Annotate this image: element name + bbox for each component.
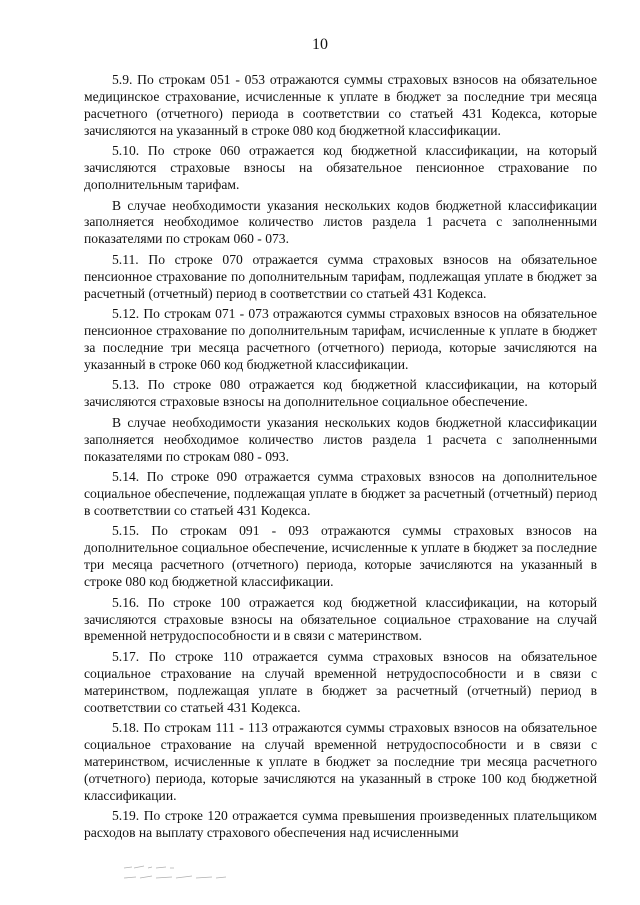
paragraph-5-19: 5.19. По строке 120 отражается сумма превышения произведенных плательщиком расходов на выплату страхового обеспечения над исчисленными [84, 808, 597, 841]
paragraph-5-11: 5.11. По строке 070 отражается сумма страховых взносов на обязательное пенсионное страхование по дополнительным тарифам, подлежащая уплате в бюджет за расчетный (отчетный) период в соответствии со статьей 431 Кодекса. [84, 251, 597, 301]
paragraph-5-17: 5.17. По строке 110 отражается сумма страховых взносов на обязательное социальное страхование на случай временной нетрудоспособности и в связи с материнством, подлежащая уплате в бюджет за расчетный (отчетный) период в соответствии со статьей 431 Кодекса. [84, 648, 597, 715]
registration-stamp-mark [92, 862, 292, 884]
paragraph-5-13: 5.13. По строке 080 отражается код бюджетной классификации, на который зачисляются страховые взносы на дополнительное социальное обеспечение. [84, 377, 597, 410]
page-number: 10 [312, 36, 328, 53]
paragraph-5-10-note: В случае необходимости указания нескольких кодов бюджетной классификации заполняется необходимое количество листов раздела 1 расчета с заполненными показателями по строкам 060 - 073. [84, 197, 597, 247]
paragraph-5-15: 5.15. По строкам 091 - 093 отражаются суммы страховых взносов на дополнительное социальное обеспечение, исчисленные к уплате в бюджет за последние три месяца расчетного (отчетного) периода, которые зачисляются на указанный в строке 080 код бюджетной классификации. [84, 523, 597, 590]
paragraph-5-16: 5.16. По строке 100 отражается код бюджетной классификации, на который зачисляются страховые взносы на обязательное социальное страхование на случай временной нетрудоспособности и в связи с материнством. [84, 594, 597, 644]
document-body [84, 72, 597, 846]
paragraph-5-12: 5.12. По строкам 071 - 073 отражаются суммы страховых взносов на обязательное пенсионное страхование по дополнительным тарифам, исчисленные к уплате в бюджет за последние три месяца расчетного (отчетного) периода, которые зачисляются на указанный в строке 060 код бюджетной классификации. [84, 306, 597, 372]
paragraph-5-13-note: В случае необходимости указания нескольких кодов бюджетной классификации заполняется необходимое количество листов раздела 1 расчета с заполненными показателями по строкам 080 - 093. [84, 414, 597, 464]
paragraph-5-18: 5.18. По строкам 111 - 113 отражаются суммы страховых взносов на обязательное социальное страхование на случай временной нетрудоспособности и в связи с материнством, исчисленные к уплате в бюджет за последние три месяца расчетного (отчетного) периода, которые зачисляются на указанный в строке 100 код бюджетной классификации. [84, 720, 597, 803]
paragraph-5-9: 5.9. По строкам 051 - 053 отражаются суммы страховых взносов на обязательное медицинское страхование, исчисленные к уплате в бюджет за последние три месяца расчетного (отчетного) периода в соответствии со статьей 431 Кодекса, которые зачисляются на указанный в строке 080 код бюджетной классификации. [84, 72, 597, 138]
paragraph-5-14: 5.14. По строке 090 отражается сумма страховых взносов на дополнительное социальное обеспечение, подлежащая уплате в бюджет за расчетный (отчетный) период в соответствии со статьей 431 Кодекса. [84, 469, 597, 518]
paragraph-5-10: 5.10. По строке 060 отражается код бюджетной классификации, на который зачисляются страховые взносы на обязательное пенсионное страхование по дополнительным тарифам. [84, 143, 597, 193]
